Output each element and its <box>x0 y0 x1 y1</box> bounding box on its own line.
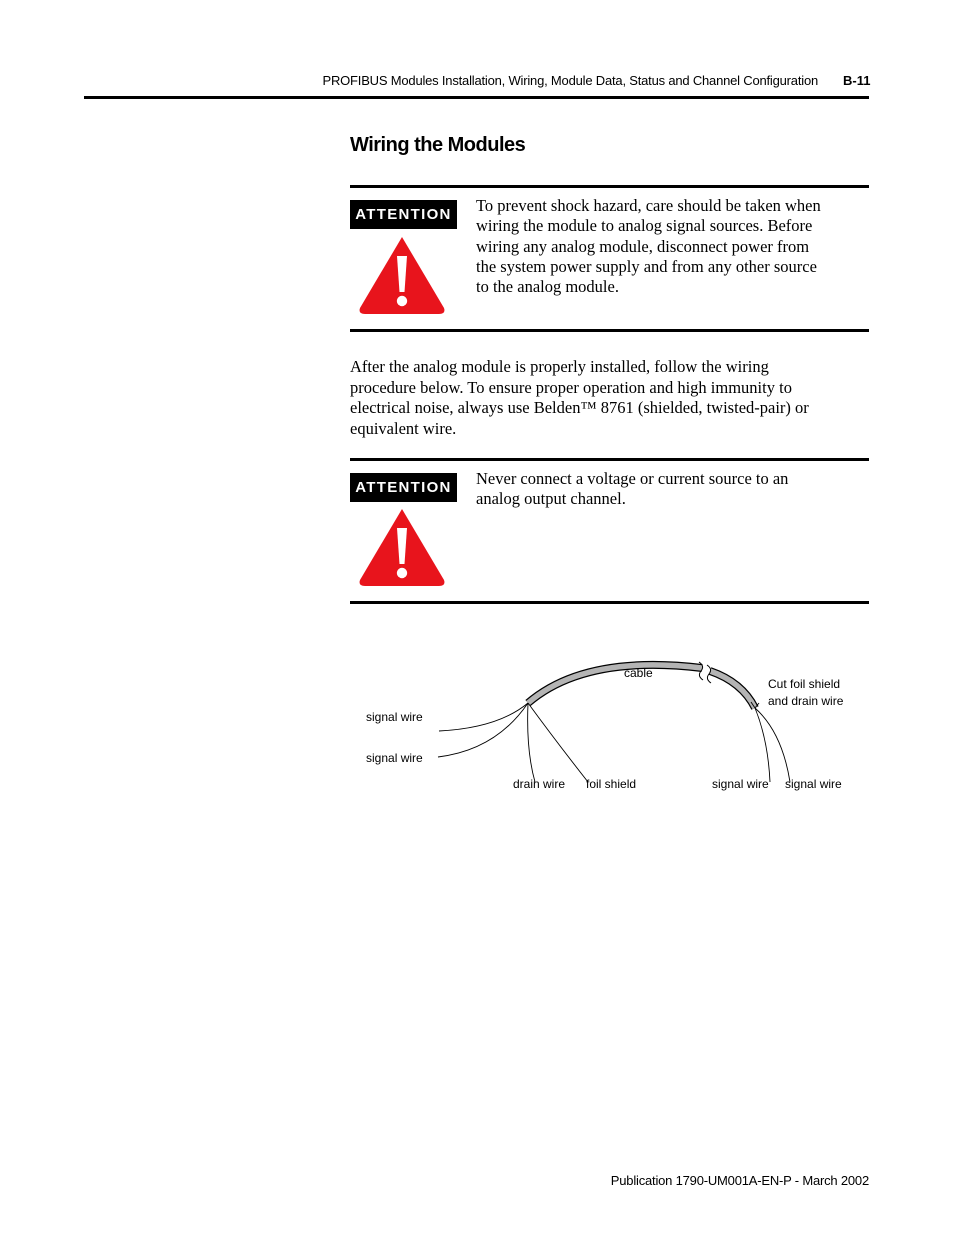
attention-1-line: To prevent shock hazard, care should be taken when <box>476 196 821 215</box>
attention-2-text <box>476 469 869 510</box>
body-line: electrical noise, always use Belden™ 8761 (shielded, twisted-pair) or <box>350 398 809 417</box>
attention-2-label: ATTENTION <box>350 473 457 502</box>
label-signal-wire-right-1: signal wire <box>712 777 769 791</box>
attention-2-line: analog output channel. <box>476 489 626 509</box>
label-cable: cable <box>624 666 653 680</box>
section-title: Wiring the Modules <box>350 134 526 156</box>
attention-2-bottom-rule <box>350 601 869 604</box>
label-signal-wire-left-2: signal wire <box>366 751 423 765</box>
publication-footer: Publication 1790-UM001A-EN-P - March 2002 <box>610 1173 869 1188</box>
attention-2-line: Never connect a voltage or current source to an <box>476 469 789 488</box>
header-rule <box>84 96 869 99</box>
attention-1-top-rule <box>350 185 869 188</box>
attention-1-line: the system power supply and from any other source <box>476 256 817 276</box>
label-signal-wire-left-1: signal wire <box>366 710 423 724</box>
label-cut-foil-shield: Cut foil shield <box>768 677 841 691</box>
running-header: PROFIBUS Modules Installation, Wiring, Module Data, Status and Channel Configuration <box>322 73 818 88</box>
body-line: procedure below. To ensure proper operation and high immunity to <box>350 377 792 397</box>
attention-2-top-rule <box>350 458 869 461</box>
label-and-drain-wire: and drain wire <box>768 694 844 708</box>
attention-1-text <box>476 196 869 297</box>
attention-1-line: wiring the module to analog signal sources. Before <box>476 216 813 236</box>
body-paragraph <box>350 357 869 439</box>
warning-triangle-icon <box>357 506 447 588</box>
body-line: After the analog module is properly installed, follow the wiring <box>350 357 769 376</box>
label-signal-wire-right-2: signal wire <box>785 777 842 791</box>
body-line: equivalent wire. <box>350 418 457 438</box>
wiring-diagram <box>350 640 869 810</box>
label-foil-shield: foil shield <box>586 777 637 791</box>
label-drain-wire: drain wire <box>513 777 566 791</box>
warning-triangle-icon <box>357 234 447 316</box>
attention-1-bottom-rule <box>350 329 869 332</box>
attention-1-label: ATTENTION <box>350 200 457 229</box>
attention-1-line: to the analog module. <box>476 277 619 297</box>
attention-1-line: wiring any analog module, disconnect power from <box>476 236 810 256</box>
page-number: B-11 <box>843 73 871 88</box>
